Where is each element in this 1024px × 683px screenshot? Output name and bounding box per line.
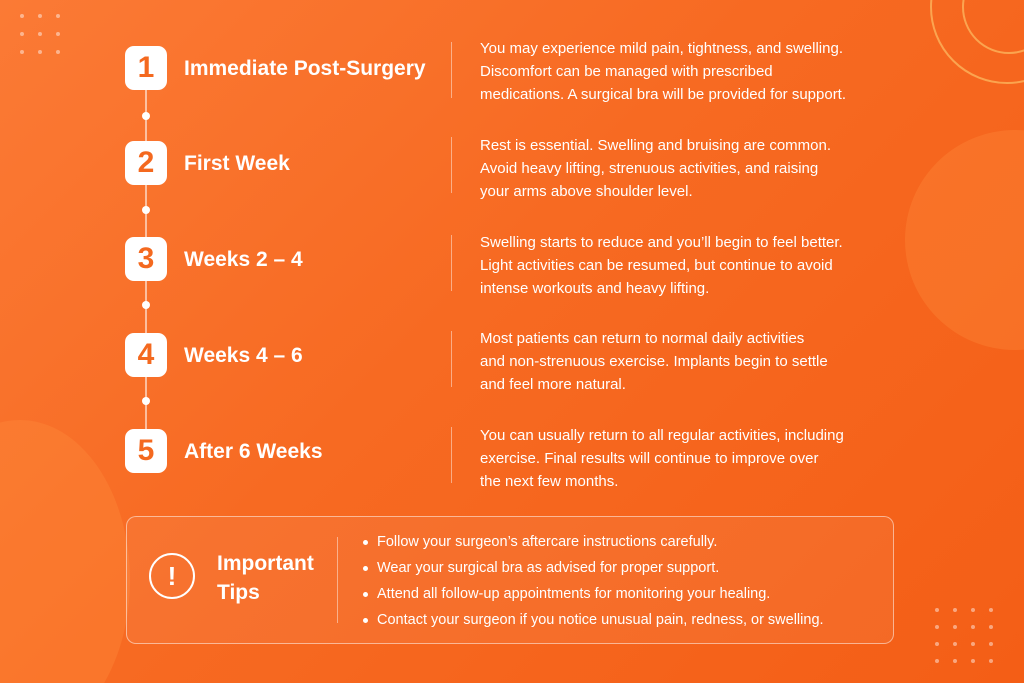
timeline-step-3 [0,231,1024,301]
step-divider [451,427,452,483]
tips-title [217,549,337,607]
step-number-badge: 4 [125,333,167,377]
description-line: Swelling starts to reduce and you’ll begin to feel better. [480,234,843,251]
step-title: Weeks 4 – 6 [184,344,303,367]
tip-item: Contact your surgeon if you notice unusual pain, redness, or swelling. [363,607,824,633]
tips-list [363,529,824,633]
description-line: Light activities can be resumed, but continue to avoid [480,257,833,274]
tips-divider [337,537,338,623]
step-description [480,424,900,493]
step-title: First Week [184,152,290,175]
step-divider [451,331,452,387]
step-title: Immediate Post-Surgery [184,57,426,80]
step-description [480,327,900,396]
timeline-step-4 [0,327,1024,397]
step-description [480,134,900,203]
description-line: Avoid heavy lifting, strenuous activities, and raising [480,160,819,177]
description-line: the next few months. [480,473,619,490]
description-line: medications. A surgical bra will be provided for support. [480,86,847,103]
timeline-step-1 [0,40,1024,110]
tip-item: Follow your surgeon’s aftercare instructions carefully. [363,529,824,555]
description-line: and non-strenuous exercise. Implants begin to settle [480,353,828,370]
step-divider [451,42,452,98]
timeline-connector-dot [142,112,150,120]
important-tips-box [126,516,894,644]
description-line: intense workouts and heavy lifting. [480,280,710,297]
step-divider [451,137,452,193]
step-number-badge: 1 [125,46,167,90]
step-description [480,37,900,106]
description-line: You can usually return to all regular activities, including [480,427,844,444]
timeline-connector-dot [142,397,150,405]
description-line: exercise. Final results will continue to improve over [480,450,819,467]
step-number-badge: 3 [125,237,167,281]
decorative-dots-bottom-right [935,608,993,663]
step-divider [451,235,452,291]
description-line: Most patients can return to normal daily activities [480,330,805,347]
step-title: Weeks 2 – 4 [184,248,303,271]
tips-title-line: Important [217,552,314,575]
description-line: Discomfort can be managed with prescribed [480,63,773,80]
tip-item: Attend all follow-up appointments for monitoring your healing. [363,581,824,607]
step-number-badge: 5 [125,429,167,473]
timeline-step-2 [0,135,1024,205]
description-line: Rest is essential. Swelling and bruising are common. [480,137,831,154]
timeline-connector-dot [142,301,150,309]
timeline-connector-dot [142,206,150,214]
timeline-step-5 [0,423,1024,493]
step-number-badge: 2 [125,141,167,185]
description-line: You may experience mild pain, tightness, and swelling. [480,40,843,57]
description-line: and feel more natural. [480,376,626,393]
exclamation-circle-icon: ! [149,553,195,599]
tips-title-line: Tips [217,581,260,604]
tip-item: Wear your surgical bra as advised for proper support. [363,555,824,581]
step-title: After 6 Weeks [184,440,323,463]
step-description [480,231,900,300]
description-line: your arms above shoulder level. [480,183,693,200]
